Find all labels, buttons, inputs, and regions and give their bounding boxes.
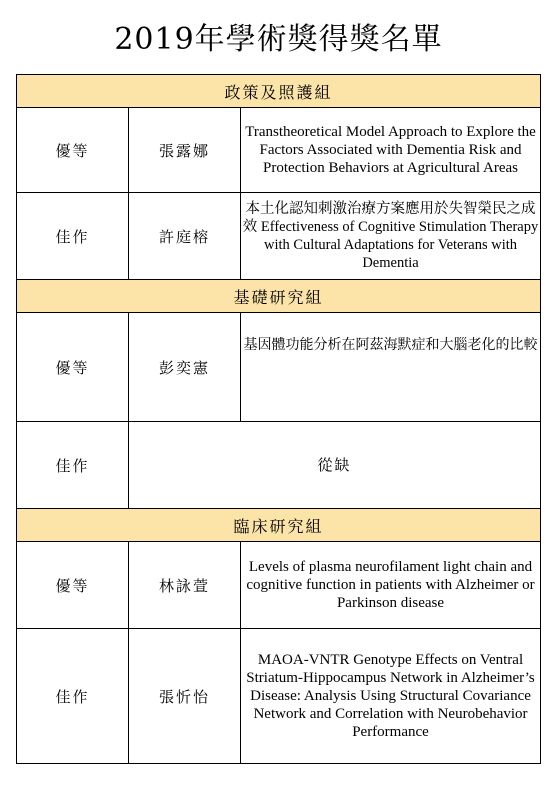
award-rank: 佳作 <box>17 422 129 509</box>
awardee-name: 張露娜 <box>129 108 241 193</box>
work-title: 本土化認知刺激治療方案應用於失智榮民之成效 Effectiveness of Cognitive Stimulation Therapy with Cultural Adaptations for Veterans with Dementia <box>241 193 541 280</box>
vacant-notice: 從缺 <box>129 422 541 509</box>
table-row <box>17 542 541 629</box>
work-title: Transtheoretical Model Approach to Explore the Factors Associated with Dementia Risk and Protection Behaviors at Agricultural Areas <box>241 108 541 193</box>
award-rank: 佳作 <box>17 629 129 764</box>
award-rank: 佳作 <box>17 193 129 280</box>
awardee-name: 林詠萱 <box>129 542 241 629</box>
work-title: 基因體功能分析在阿茲海默症和大腦老化的比較 <box>241 313 541 422</box>
awards-table <box>16 74 541 764</box>
work-title: Levels of plasma neurofilament light chain and cognitive function in patients with Alzheimer or Parkinson disease <box>241 542 541 629</box>
page-title: 2019年學術獎得獎名單 <box>114 22 443 57</box>
table-row <box>17 422 541 509</box>
work-title: MAOA-VNTR Genotype Effects on Ventral Striatum-Hippocampus Network in Alzheimer’s Disease: Analysis Using Structural Covariance Network and Correlation with Neurobehavior Performance <box>241 629 541 764</box>
award-rank: 優等 <box>17 313 129 422</box>
section-header-clinical-research <box>17 509 541 542</box>
awardee-name: 許庭榕 <box>129 193 241 280</box>
section-header-basic-research <box>17 280 541 313</box>
section-header-policy-care <box>17 75 541 108</box>
section-heading: 政策及照護組 <box>17 75 541 108</box>
table-row <box>17 108 541 193</box>
section-heading: 基礎研究組 <box>17 280 541 313</box>
section-heading: 臨床研究組 <box>17 509 541 542</box>
awardee-name: 彭奕憲 <box>129 313 241 422</box>
table-row <box>17 629 541 764</box>
table-row <box>17 193 541 280</box>
award-rank: 優等 <box>17 542 129 629</box>
table-row <box>17 313 541 422</box>
awardee-name: 張忻怡 <box>129 629 241 764</box>
award-rank: 優等 <box>17 108 129 193</box>
